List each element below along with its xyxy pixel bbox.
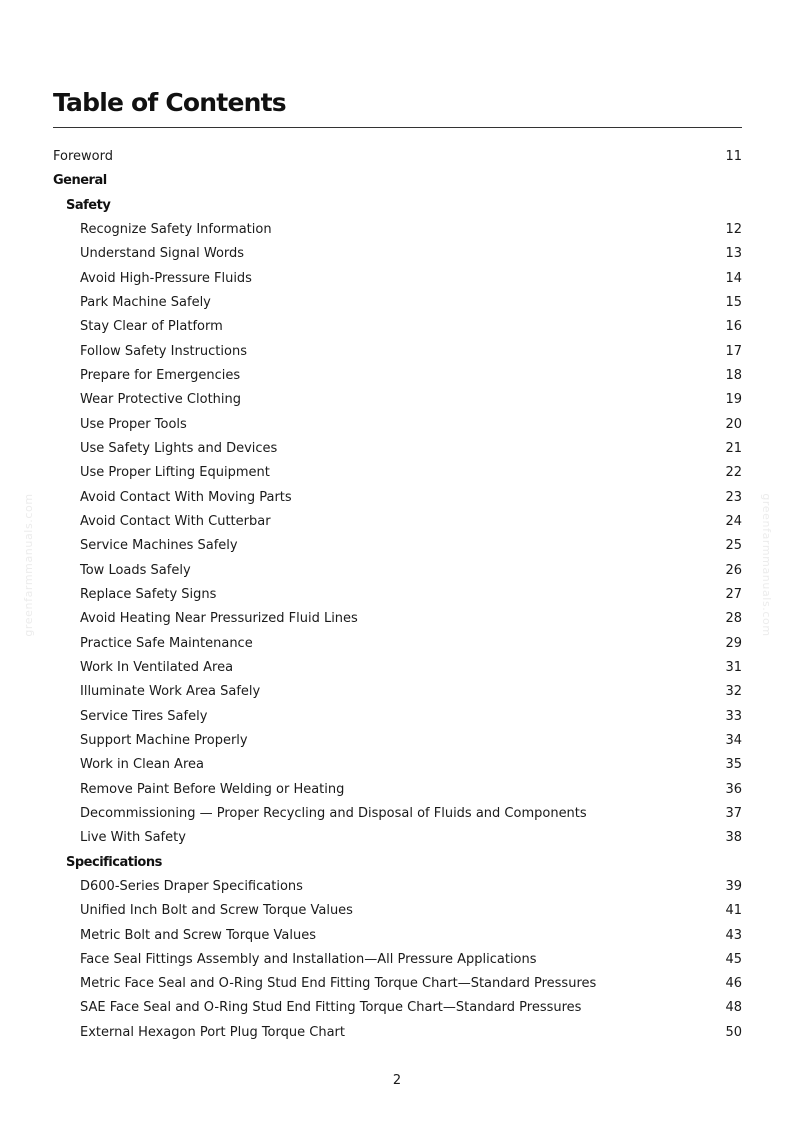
- toc-entry[interactable]: [53, 486, 742, 510]
- toc-entry[interactable]: [53, 291, 742, 315]
- watermark-right: greenfarmmanuals.com: [760, 493, 773, 637]
- toc-entry[interactable]: [53, 753, 742, 777]
- toc-entry[interactable]: [53, 145, 742, 169]
- toc-entry-page-number: 37: [725, 805, 742, 821]
- toc-section-heading: [53, 194, 742, 218]
- toc-entry-page-number: 15: [725, 294, 742, 310]
- toc-section-heading: [53, 169, 742, 193]
- toc-entry-label: Service Machines Safely: [80, 538, 238, 554]
- page-title: Table of Contents: [53, 88, 286, 117]
- toc-entry[interactable]: [53, 461, 742, 485]
- toc-entry-label: Wear Protective Clothing: [80, 392, 242, 408]
- toc-entry-label: Service Tires Safely: [80, 708, 208, 724]
- toc-entry-label: D600-Series Draper Specifications: [80, 878, 303, 894]
- toc-entry-page-number: 21: [725, 440, 742, 456]
- toc-entry-page-number: 34: [725, 732, 742, 748]
- toc-entry-label: Support Machine Properly: [80, 732, 248, 748]
- toc-entry[interactable]: [53, 996, 742, 1020]
- toc-entry-page-number: 20: [725, 416, 742, 432]
- toc-entry-label: Avoid High-Pressure Fluids: [80, 270, 252, 286]
- toc-entry-page-number: 25: [725, 538, 742, 554]
- toc-entry-page-number: 48: [725, 1000, 742, 1016]
- watermark-left: greenfarmmanuals.com: [22, 493, 35, 637]
- toc-entry-label: Safety: [66, 197, 111, 213]
- toc-entry-page-number: 19: [725, 392, 742, 408]
- toc-entry[interactable]: [53, 826, 742, 850]
- title-divider: [53, 127, 742, 128]
- toc-entry-label: General: [53, 173, 107, 189]
- toc-entry-label: Prepare for Emergencies: [80, 367, 241, 383]
- toc-entry[interactable]: [53, 972, 742, 996]
- toc-entry-label: Understand Signal Words: [80, 246, 245, 262]
- toc-entry-label: Illuminate Work Area Safely: [80, 684, 261, 700]
- toc-entry-label: Live With Safety: [80, 830, 186, 846]
- toc-entry-label: Tow Loads Safely: [80, 562, 191, 578]
- toc-entry-page-number: 12: [725, 221, 742, 237]
- toc-entry[interactable]: [53, 607, 742, 631]
- toc-entry-label: Work in Clean Area: [80, 757, 204, 773]
- toc-entry-page-number: 38: [725, 830, 742, 846]
- toc-entry[interactable]: [53, 632, 742, 656]
- toc-entry-page-number: 35: [725, 757, 742, 773]
- toc-entry[interactable]: [53, 1021, 742, 1045]
- toc-entry-label: Remove Paint Before Welding or Heating: [80, 781, 345, 797]
- toc-entry-page-number: 17: [725, 343, 742, 359]
- toc-entry-label: Specifications: [66, 854, 162, 870]
- toc-entry[interactable]: [53, 705, 742, 729]
- toc-entry-label: Avoid Contact With Moving Parts: [80, 489, 292, 505]
- toc-entry[interactable]: [53, 510, 742, 534]
- toc-entry[interactable]: [53, 242, 742, 266]
- toc-entry[interactable]: [53, 340, 742, 364]
- toc-entry[interactable]: [53, 437, 742, 461]
- toc-entry[interactable]: [53, 315, 742, 339]
- toc-entry-label: Avoid Contact With Cutterbar: [80, 513, 271, 529]
- toc-entry-label: Decommissioning — Proper Recycling and Disposal of Fluids and Components: [80, 805, 587, 821]
- toc-section-heading: [53, 851, 742, 875]
- toc-entry[interactable]: [53, 899, 742, 923]
- toc-entry-page-number: 13: [725, 246, 742, 262]
- toc-entry-label: Replace Safety Signs: [80, 586, 217, 602]
- toc-entry-page-number: 24: [725, 513, 742, 529]
- toc-entry-label: Foreword: [53, 149, 113, 164]
- toc-entry-page-number: 11: [725, 149, 742, 164]
- toc-entry[interactable]: [53, 656, 742, 680]
- toc-entry-page-number: 36: [725, 781, 742, 797]
- toc-entry-page-number: 32: [725, 684, 742, 700]
- toc-entry-label: Metric Bolt and Screw Torque Values: [80, 927, 316, 943]
- toc-entry-page-number: 31: [725, 659, 742, 675]
- toc-entry[interactable]: [53, 680, 742, 704]
- toc-entry-page-number: 27: [725, 586, 742, 602]
- toc-entry-page-number: 28: [725, 611, 742, 627]
- toc-entry-page-number: 26: [725, 562, 742, 578]
- toc-entry-label: Avoid Heating Near Pressurized Fluid Lines: [80, 611, 358, 627]
- toc-entry-page-number: 14: [725, 270, 742, 286]
- toc-entry-page-number: 46: [725, 976, 742, 992]
- toc-entry-page-number: 33: [725, 708, 742, 724]
- toc-entry-label: Face Seal Fittings Assembly and Installation—All Pressure Applications: [80, 951, 537, 967]
- toc-entry-label: Use Proper Tools: [80, 416, 187, 432]
- toc-entry-page-number: 22: [725, 465, 742, 481]
- toc-entry[interactable]: [53, 778, 742, 802]
- toc-entry-label: Work In Ventilated Area: [80, 659, 234, 675]
- toc-entry-page-number: 50: [725, 1024, 742, 1040]
- toc-entry[interactable]: [53, 948, 742, 972]
- toc-entry[interactable]: [53, 267, 742, 291]
- toc-entry[interactable]: [53, 802, 742, 826]
- toc-entry-page-number: 43: [725, 927, 742, 943]
- toc-entry[interactable]: [53, 729, 742, 753]
- toc-entry[interactable]: [53, 218, 742, 242]
- toc-entry-label: Use Safety Lights and Devices: [80, 440, 278, 456]
- toc-entry-page-number: 45: [725, 951, 742, 967]
- toc-entry-page-number: 23: [725, 489, 742, 505]
- toc-entry-label: Park Machine Safely: [80, 294, 211, 310]
- toc-entry-page-number: 29: [725, 635, 742, 651]
- toc-entry-label: Follow Safety Instructions: [80, 343, 247, 359]
- toc-entry[interactable]: [53, 388, 742, 412]
- toc-entry-page-number: 16: [725, 319, 742, 335]
- toc-entry-page-number: 18: [725, 367, 742, 383]
- toc-entry-label: Unified Inch Bolt and Screw Torque Values: [80, 903, 353, 919]
- toc-entry-label: Practice Safe Maintenance: [80, 635, 253, 651]
- toc-entry[interactable]: [53, 875, 742, 899]
- toc-entry-label: Stay Clear of Platform: [80, 319, 223, 335]
- toc-entry[interactable]: [53, 364, 742, 388]
- toc-entry[interactable]: [53, 559, 742, 583]
- toc-list: [53, 145, 742, 1045]
- toc-entry-page-number: 41: [725, 903, 742, 919]
- toc-entry[interactable]: [53, 583, 742, 607]
- toc-entry[interactable]: [53, 924, 742, 948]
- toc-entry[interactable]: [53, 413, 742, 437]
- toc-entry[interactable]: [53, 534, 742, 558]
- toc-entry-label: SAE Face Seal and O-Ring Stud End Fitting Torque Chart—Standard Pressures: [80, 1000, 582, 1016]
- toc-entry-label: Metric Face Seal and O-Ring Stud End Fitting Torque Chart—Standard Pressures: [80, 976, 597, 992]
- toc-entry-page-number: 39: [725, 878, 742, 894]
- page-number: 2: [392, 1073, 402, 1088]
- toc-entry-label: Use Proper Lifting Equipment: [80, 465, 270, 481]
- toc-entry-label: Recognize Safety Information: [80, 221, 272, 237]
- toc-entry-label: External Hexagon Port Plug Torque Chart: [80, 1024, 345, 1040]
